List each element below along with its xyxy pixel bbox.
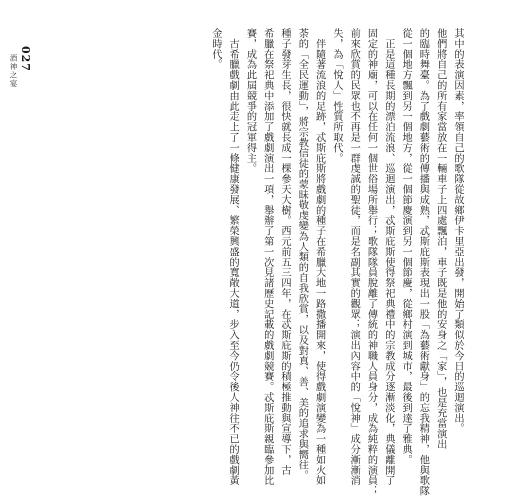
text-column: 古希臘戲劇由此走上了一條健康發展、繁榮興盛的寬敞大道，步入至今仍令後人神往不已的戲劇黃 xyxy=(227,28,239,486)
text-column: 賽，成為此屆競爭的冠軍得主。 xyxy=(244,28,256,174)
page-folio xyxy=(8,46,32,88)
text-column: 其中的表演因素，率領自己的歌隊從故鄉伊卡里亞出發，開始了類似於今日的巡迴演出。 xyxy=(452,28,463,434)
text-column: 正是這種長期的漂泊流浪、巡迴演出，忒斯庇斯使得祭祀典禮中的宗教成分逐漸淡化，典儀離開了 xyxy=(382,28,394,486)
text-column: 種子發芽生長，很快就長成一棵參天大樹。西元前五三四年，在忒斯庇斯的積極推動與宣導下，古 xyxy=(279,28,291,476)
text-column: 的臨時舞臺。為了戲劇藝術的傳播與成熟，忒斯庇斯表現出一股「為藝術獻身」的忘我精神，他與歌隊 xyxy=(417,28,429,496)
page-number: 027 xyxy=(19,46,32,72)
text-column: 他們將自己的所有家當放在一輛車子上四處飄泊，車子既是他的安身之「家」，也是充當演出 xyxy=(434,28,446,450)
text-column: 固定的神廟，可以在任何一個世俗場所舉行；歌隊隊員脫離了傳統的神職人員身分，成為純粹的演員； xyxy=(365,28,377,496)
text-column: 伴隨著流浪的足跡，忒斯庇斯將戲劇的種子在希臘大地一路撒播開來，使得戲劇演變為一種如火如 xyxy=(313,28,325,486)
text-column: 失，為「悅人」性質所取代。 xyxy=(330,28,342,164)
book-title: 酒神之宴 xyxy=(9,54,18,88)
text-column: 荼的「全民運動」，將宗教信徒的蒙昧敬虔變為人類的自我欣賞，以及對真、善、美的追求與嚮往。 xyxy=(296,28,308,481)
text-column: 從一個地方飄到另一個地方，從一個節慶演到另一個節慶，從鄉村演到城市，最後到達了雅典。 xyxy=(400,28,412,465)
text-column: 希臘在祭祀典中添加了戲劇演出一項，舉辦了第一次見諸歷史記載的戲劇競賽。忒斯庇斯親臨參加比 xyxy=(261,28,273,486)
text-column: 金時代。 xyxy=(209,28,221,70)
text-column: 前來欣賞的民眾也不再是一群虔誠的聖徒，而是名副其實的觀眾；演出內容中的「悅神」成分漸漸消 xyxy=(348,28,360,486)
body-text xyxy=(207,28,466,496)
